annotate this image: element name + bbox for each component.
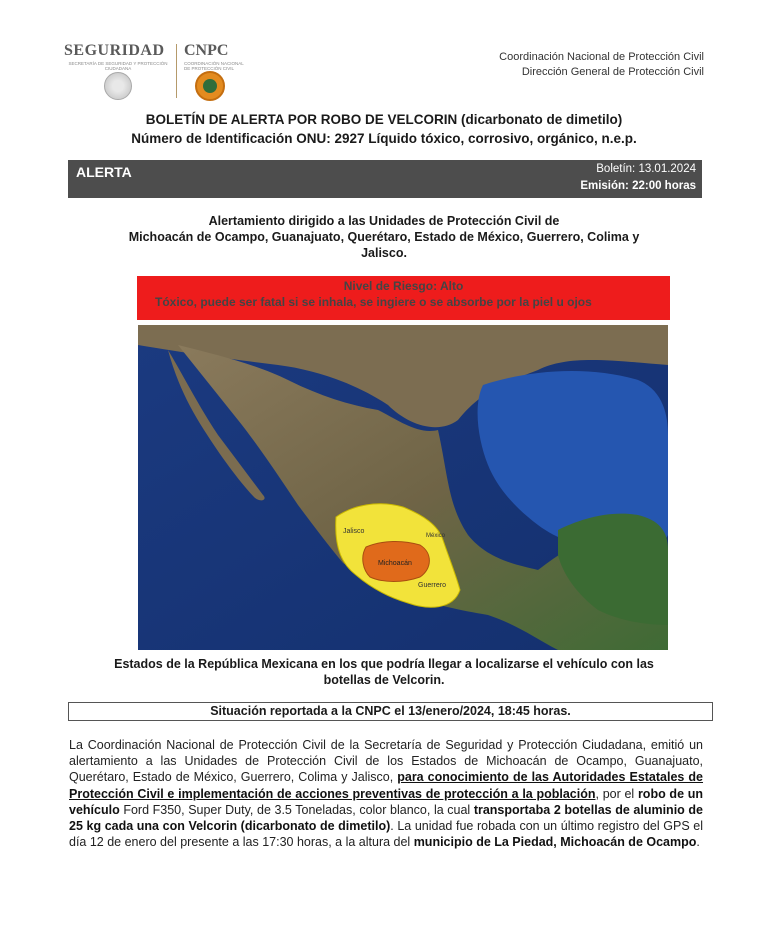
map-label-mexico: México	[426, 533, 446, 539]
body-highlight-location: municipio de La Piedad, Michoacán de Ocampo	[413, 835, 697, 850]
recipients-line-3: Jalisco.	[361, 246, 407, 260]
bulletin-title: BOLETÍN DE ALERTA POR ROBO DE VELCORIN (dicarbonato de dimetilo)	[145, 112, 623, 127]
logo-seguridad-sub: SECRETARÍA DE SEGURIDAD Y PROTECCIÓN CIUDADANA	[68, 61, 168, 71]
body-highlight-cargo: transportaba 2 botellas de aluminio de 25 kg cada una con Velcorin (dicarbonato de dimetilo)	[69, 802, 703, 834]
map-label-michoacan: Michoacán	[378, 560, 412, 567]
national-seal-icon	[104, 72, 132, 100]
caption-line-1: Estados de la República Mexicana en los que podría llegar a localizarse el vehículo con las	[114, 657, 654, 671]
alert-bar	[68, 160, 702, 198]
emission-time: Emisión: 22:00 horas	[580, 180, 696, 192]
bulletin-date: Boletín: 13.01.2024	[596, 163, 696, 175]
body-highlight-authorities: para conocimiento de las Autoridades Estatales de Protección Civil e implementación de acciones preventivas de protección a la población	[69, 770, 704, 801]
un-identification: Número de Identificación ONU: 2927 Líquido tóxico, corrosivo, orgánico, n.e.p.	[131, 131, 637, 146]
affected-states-map	[138, 325, 668, 650]
recipients-line-2: Michoacán de Ocampo, Guanajuato, Querétaro, Estado de México, Guerrero, Colima y	[128, 230, 640, 244]
map-caption	[60, 656, 708, 688]
body-highlight-robbery: robo de un vehículo	[69, 786, 704, 817]
risk-description: Tóxico, puede ser fatal si se inhala, se ingiere o se absorbe por la piel u ojos	[155, 295, 592, 309]
logo-cnpc-sub: COORDINACIÓN NACIONAL DE PROTECCIÓN CIVIL	[184, 61, 244, 71]
logo-cnpc	[184, 42, 248, 71]
alert-label: ALERTA	[76, 164, 132, 180]
map-label-jalisco: Jalisco	[343, 528, 365, 535]
org-line-2: Dirección General de Protección Civil	[521, 66, 704, 78]
logo-cnpc-text: CNPC	[184, 42, 229, 59]
risk-level-box	[137, 276, 670, 320]
body-text-4: . La unidad fue robada con un último registro del GPS el día 12 de enero del presente a las 17:30 horas, a la altura del	[69, 819, 703, 850]
org-line-1: Coordinación Nacional de Protección Civil	[499, 51, 704, 63]
logo-seguridad-text: SEGURIDAD	[64, 42, 165, 59]
risk-level: Nivel de Riesgo: Alto	[343, 279, 464, 293]
alert-recipients	[80, 213, 688, 261]
body-text-3: Ford F350, Super Duty, de 3.5 Toneladas, color blanco, la cual	[119, 802, 474, 817]
caption-line-2: botellas de Velcorin.	[323, 673, 445, 687]
logo-divider	[176, 44, 177, 98]
civil-protection-emblem-icon	[195, 71, 225, 101]
organization-header	[499, 50, 704, 80]
body-text-5: .	[696, 835, 700, 850]
map-label-guerrero: Guerrero	[418, 582, 447, 589]
logo-seguridad	[64, 42, 172, 71]
recipients-line-1: Alertamiento dirigido a las Unidades de Protección Civil de	[208, 214, 560, 228]
body-text-2: , por el	[595, 786, 638, 801]
body-text-1: La Coordinación Nacional de Protección Civil de la Secretaría de Seguridad y Protección Ciudadana, emitió un alertamiento a las Unidades de Protección Civil de los Estados de Michoacán de Ocampo, Guanajuato, Querétaro, Estado de México, Guerrero, Colima y Jalisco,	[69, 738, 703, 785]
body-paragraph	[69, 737, 703, 850]
situation-reported: Situación reportada a la CNPC el 13/enero/2024, 18:45 horas.	[68, 702, 713, 721]
